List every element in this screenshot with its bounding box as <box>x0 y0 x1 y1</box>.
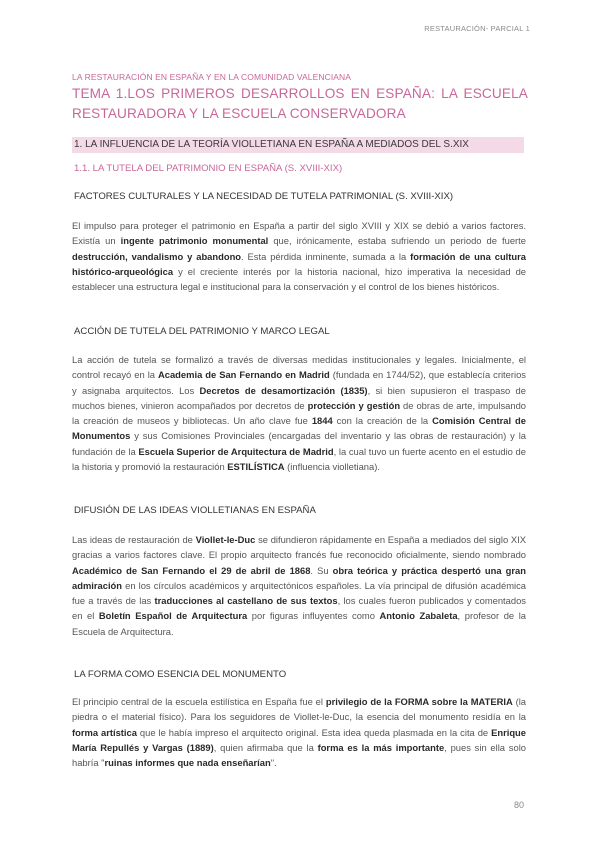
text-run: , profesor de la Escuela de Arquitectura. <box>72 610 526 637</box>
chapter-supertitle: LA RESTAURACIÓN EN ESPAÑA Y EN LA COMUNIDAD VALENCIANA <box>72 72 352 82</box>
block-heading-4: LA FORMA COMO ESENCIA DEL MONUMENTO <box>74 669 287 680</box>
bold-run: Decretos de desamortización (1835) <box>199 384 368 396</box>
block-heading-3: DIFUSIÓN DE LAS IDEAS VIOLLETIANAS EN ESPAÑA <box>74 505 316 516</box>
bold-run: Comisión Central de Monumentos <box>72 415 527 442</box>
bold-run: Escuela Superior de Arquitectura de Madrid <box>138 445 334 457</box>
bold-run: Académico de San Fernando el 29 de abril de 1868 <box>72 564 311 576</box>
text-run: y sus Comisiones Provinciales (encargadas del inventario y las obras de restauración) y la fundación de la <box>72 430 526 457</box>
bold-run: ingente patrimonio monumental <box>120 235 269 247</box>
text-run: en los círculos académicos y arquitectónicos españoles. La vía principal de difusión académica fue a través de las <box>72 579 526 607</box>
subsection-title: 1.1. LA TUTELA DEL PATRIMONIO EN ESPAÑA (S. XVIII-XIX) <box>74 163 343 174</box>
text-run: (fundada en 1744/52), que establecía criterios y asignaba arquitectos. Los <box>72 369 526 396</box>
block-paragraph-3 <box>72 532 526 639</box>
text-run: que le había impreso el arquitecto original. Esta idea queda plasmada en la cita de <box>136 726 492 738</box>
text-run: ". <box>270 757 277 769</box>
page-number: 80 <box>514 800 525 810</box>
text-run: , la cual tuvo un fuerte acento en el estudio de la historia y promovió la restauración <box>72 445 526 473</box>
text-run: de obras de arte, impulsando la creación de museos y bibliotecas. Un año clave fue <box>72 399 526 427</box>
text-run: La acción de tutela se formalizó a través de diversas medidas institucionales y legales. Inicialmente, el control recayó en la <box>72 354 526 381</box>
bold-run: forma es la más importante <box>317 741 445 753</box>
bold-run: destrucción, vandalismo y abandono <box>72 250 242 262</box>
text-run: y el creciente interés por la historia nacional, hizo imperativa la necesidad de establecer una estructura legal e institucional para la conservación y el control de los bienes históricos. <box>72 265 526 293</box>
chapter-title: TEMA 1.LOS PRIMEROS DESARROLLOS EN ESPAÑA: LA ESCUELA RESTAURADORA Y LA ESCUELA CONSERVADORA <box>72 86 528 121</box>
bold-run: forma artística <box>72 726 137 738</box>
text-run: , pues sin ella solo habría " <box>72 741 526 769</box>
bold-run: Enrique María Repullés y Vargas (1889) <box>72 726 526 753</box>
bold-run: Antonio Zabaleta <box>379 610 458 622</box>
text-run: se difundieron rápidamente en España a mediados del siglo XIX gracias a varios factores clave. El propio arquitecto francés fue reconocido oficialmente, siendo nombrado <box>72 534 526 561</box>
bold-run: privilegio de la FORMA sobre la MATERIA <box>325 696 513 707</box>
text-run: , si bien supusieron el traspaso de muchos bienes, vinieron acompañados por decretos de <box>72 384 526 411</box>
bold-run: obra teórica y práctica despertó una gran admiración <box>72 564 526 591</box>
block-paragraph-4 <box>72 694 526 770</box>
block-heading-1: FACTORES CULTURALES Y LA NECESIDAD DE TUTELA PATRIMONIAL (S. XVIII-XIX) <box>74 191 454 202</box>
bold-run: protección y gestión <box>307 399 401 411</box>
section-title: 1. LA INFLUENCIA DE LA TEORÍA VIOLLETIANA EN ESPAÑA A MEDIADOS DEL S.XIX <box>74 139 469 150</box>
text-run: que, irónicamente, estaba sufriendo un periodo de fuerte <box>268 235 527 247</box>
block-paragraph-1 <box>72 218 526 294</box>
block-paragraph-2 <box>72 352 526 474</box>
bold-run: Viollet-le-Duc <box>195 534 256 545</box>
text-run: , quien afirmaba que la <box>213 741 318 753</box>
text-run: El principio central de la escuela estilística en España fue el <box>72 696 326 707</box>
text-run: (influencia violletiana). <box>284 461 380 473</box>
text-run: Las ideas de restauración de <box>72 534 196 545</box>
bold-run: 1844 <box>311 415 333 427</box>
text-run: (la piedra o el material físico). Para los seguidores de Viollet-le-Duc, la esencia del monumento residía en la <box>72 696 526 723</box>
text-run: . Su <box>310 564 333 576</box>
bold-run: traducciones al castellano de sus textos <box>154 595 338 607</box>
block-heading-2: ACCIÓN DE TUTELA DEL PATRIMONIO Y MARCO LEGAL <box>74 326 330 337</box>
text-run: . Esta pérdida inminente, sumada a la <box>241 250 411 262</box>
text-run: con la creación de la <box>332 415 433 427</box>
running-header: RESTAURACIÓN- PARCIAL 1 <box>424 24 530 33</box>
text-run: El impulso para proteger el patrimonio en España a partir del siglo XVIII y XIX se debió a varios factores. Existía un <box>72 220 526 247</box>
bold-run: formación de una cultura histórico-arqueológica <box>72 250 526 277</box>
text-run: , los cuales fueron publicados y comentados en el <box>72 595 526 622</box>
bold-run: ruinas informes que nada enseñarían <box>104 757 271 769</box>
text-run: por figuras influyentes como <box>247 610 380 622</box>
bold-run: Boletín Español de Arquitectura <box>98 610 248 622</box>
bold-run: ESTILÍSTICA <box>227 461 285 473</box>
bold-run: Academia de San Fernando en Madrid <box>157 369 330 381</box>
